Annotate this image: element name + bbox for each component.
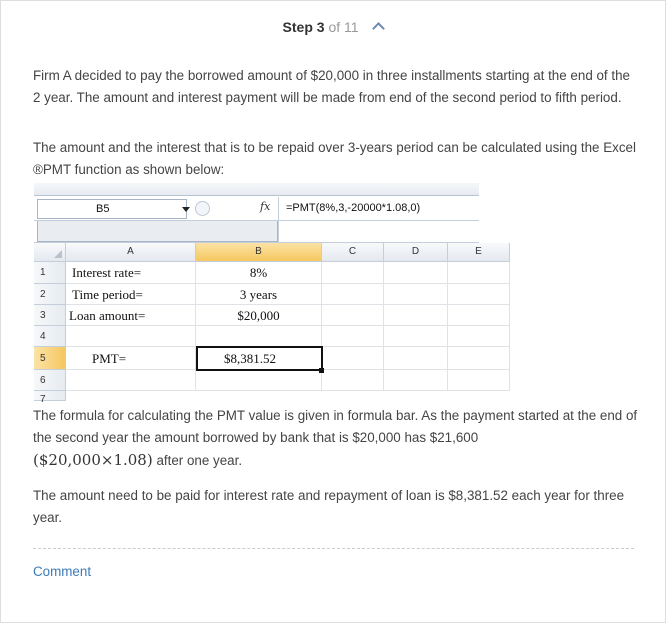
cell-b1: 8%	[196, 262, 322, 284]
column-header-a: A	[66, 243, 196, 262]
fx-icon: fx	[260, 200, 271, 213]
column-header-b: B	[196, 243, 322, 262]
active-cell-border	[196, 346, 323, 371]
cell-b5: $8,381.52	[196, 347, 322, 370]
row-header-1: 1	[34, 262, 66, 284]
row-header-7: 7	[34, 391, 66, 401]
step-label: Step	[282, 19, 313, 35]
dropdown-arrow-icon	[182, 207, 190, 212]
step-number: 3	[316, 19, 325, 35]
cancel-circle-icon	[195, 201, 210, 216]
select-all-corner	[34, 243, 66, 262]
formula-bar	[34, 197, 479, 221]
step-header[interactable]	[1, 17, 665, 37]
step-total: of 11	[328, 19, 359, 35]
row-header-4: 4	[34, 326, 66, 347]
formula-bar-lower	[34, 221, 479, 243]
column-header-c: C	[322, 243, 384, 262]
paragraph-intro: Firm A decided to pay the borrowed amount of $20,000 in three installments starting at the end of the 2 year. The amount and interest payment will be made from end of the second period to fifth period.	[33, 68, 630, 105]
ribbon-strip	[34, 183, 479, 196]
comment-link[interactable]: Comment	[33, 564, 92, 579]
name-box: B5	[37, 199, 187, 219]
paragraph-explanation: The formula for calculating the PMT value is given in formula bar. As the payment started at the end of the second year the amount borrowed by bank that is $20,000 has $21,600 ($20,000×1.08) after one year.	[33, 408, 638, 469]
formula-text: =PMT(8%,3,-20000*1.08,0)	[286, 202, 421, 214]
row-header-2: 2	[34, 284, 66, 305]
row-header-3: 3	[34, 305, 66, 326]
paragraph-pmt-intro: The amount and the interest that is to be repaid over 3-years period can be calculated using the Excel ®PMT function as shown below:	[33, 140, 636, 177]
cell-b2: 3 years	[196, 284, 322, 305]
paragraph-conclusion: The amount need to be paid for interest rate and repayment of loan is $8,381.52 each year for three year.	[33, 488, 625, 525]
math-expression: ($20,000×1.08)	[33, 451, 153, 469]
cell-b3: $20,000	[196, 305, 322, 326]
excel-screenshot	[34, 183, 482, 405]
cell-a1: Interest rate=	[66, 262, 196, 284]
row-header-6: 6	[34, 370, 66, 391]
cell-a2: Time period=	[66, 284, 196, 305]
chevron-up-icon[interactable]	[373, 22, 386, 35]
row-header-5: 5	[34, 347, 66, 370]
cell-a3: Loan amount=	[66, 305, 196, 326]
column-header-e: E	[448, 243, 510, 262]
column-header-d: D	[384, 243, 448, 262]
fill-handle	[319, 368, 324, 373]
cell-a5: PMT=	[66, 347, 196, 370]
divider	[33, 548, 634, 549]
